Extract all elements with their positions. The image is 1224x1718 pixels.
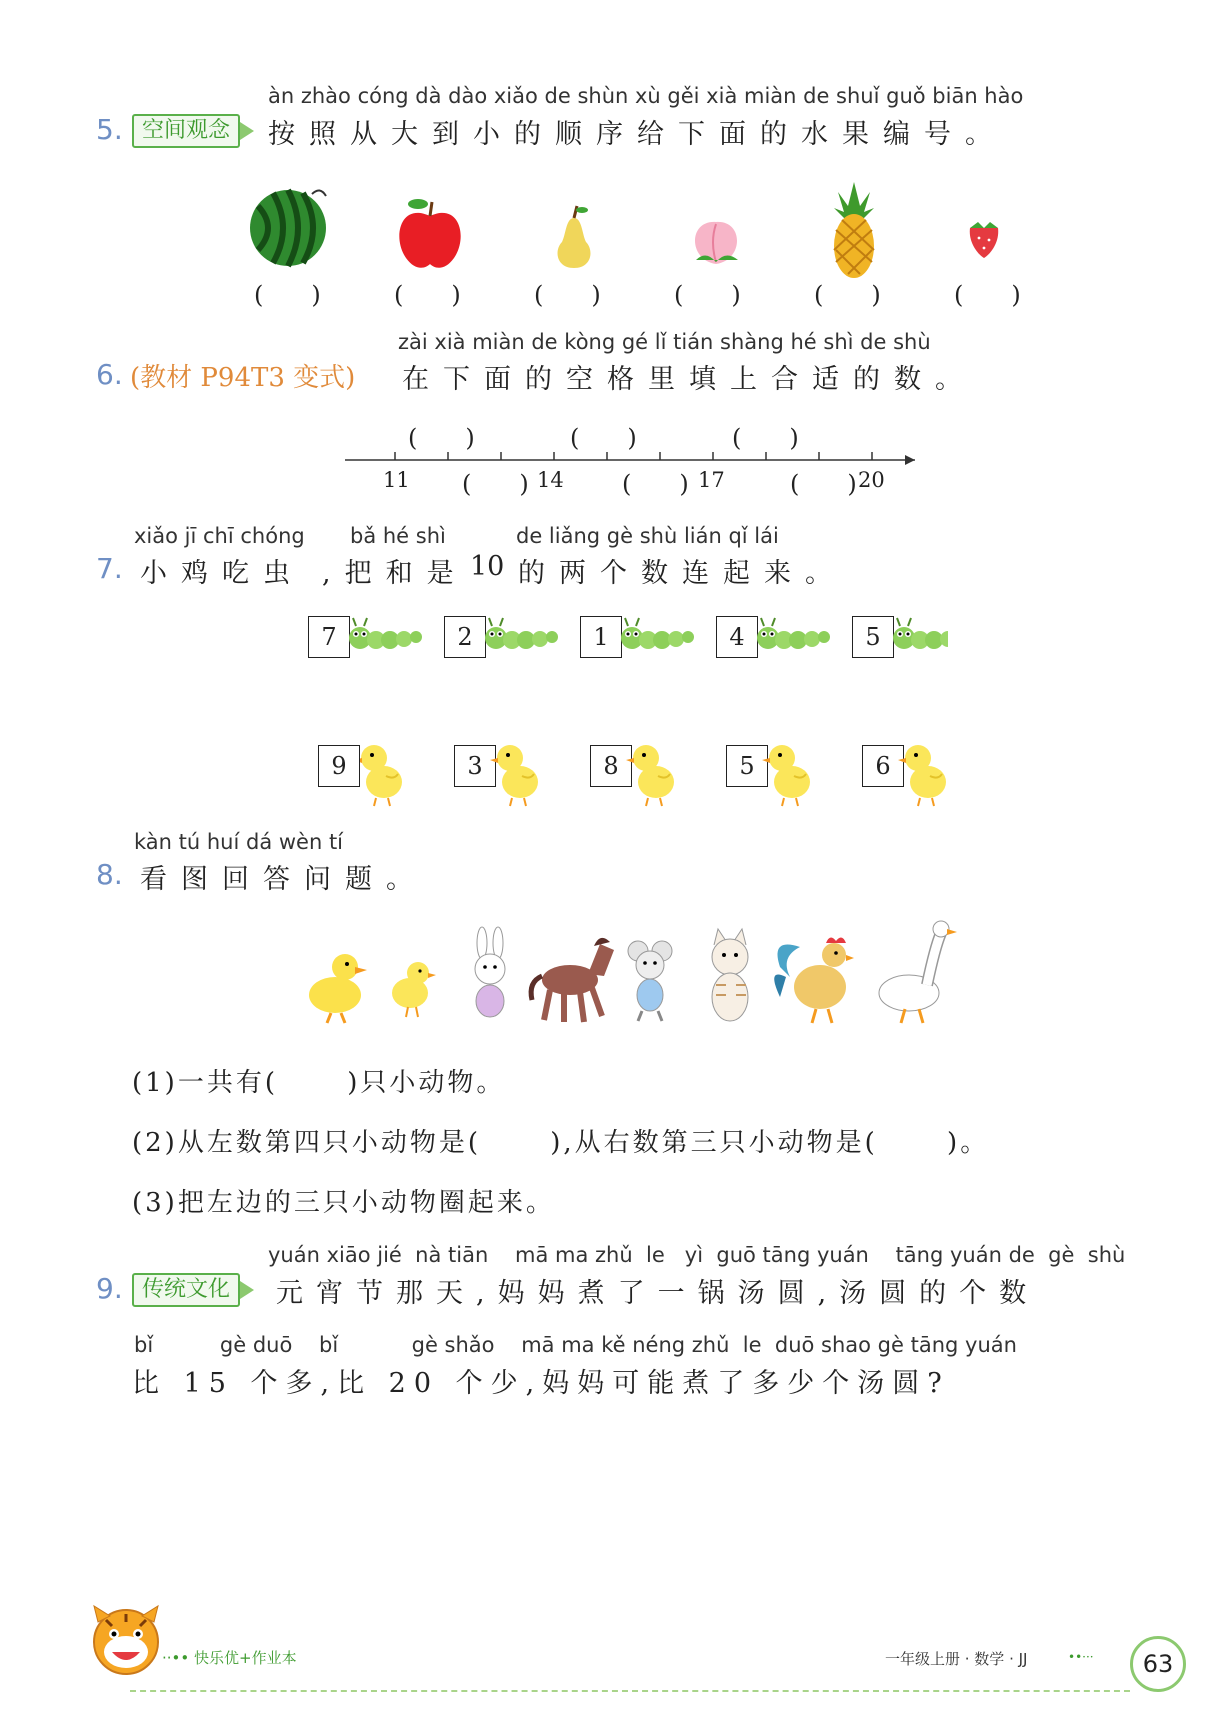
q6-number: 6. — [96, 358, 123, 391]
footer-dots: ••··· — [1068, 1650, 1094, 1664]
worm-number-box[interactable]: 4 — [716, 616, 758, 658]
chick-row — [360, 740, 960, 810]
q8-pinyin: kàn tú huí dá wèn tí — [134, 830, 344, 854]
tick-label-20: 20 — [858, 468, 885, 492]
rooster-icon — [774, 937, 854, 1023]
q9-pinyin-1: yuán xiāo jié nà tiān mā ma zhǔ le yì guō tāng yuán tāng yuán de gè shù — [268, 1243, 1126, 1267]
chick-icon — [360, 745, 402, 806]
q5-blank-4[interactable]: ( ) — [674, 281, 741, 309]
q6-top-blank-1[interactable]: ( ) — [408, 424, 475, 452]
worm-number-box[interactable]: 7 — [308, 616, 350, 658]
q9-line-2: 比 15 个多,比 20 个少,妈妈可能煮了多少个汤圆? — [132, 1368, 950, 1399]
chick-icon — [392, 962, 436, 1017]
cat-icon — [712, 929, 748, 1021]
worm-icon — [349, 618, 422, 649]
footer-book-info: 一年级上册 · 数学 · JJ — [885, 1650, 1028, 1668]
q9-number: 9. — [96, 1272, 123, 1305]
chick-icon — [898, 745, 946, 806]
rabbit-icon — [475, 927, 505, 1017]
footer-divider — [130, 1690, 1130, 1692]
q6-source: (教材 P94T3 变式) — [130, 363, 356, 393]
worm-icon — [621, 618, 694, 649]
q5-pinyin: àn zhào cóng dà dào xiǎo de shùn xù gěi xià miàn de shuǐ guǒ biān hào — [268, 84, 1024, 108]
worm-row — [348, 612, 948, 662]
q7-pinyin-3: de liǎng gè shù lián qǐ lái — [516, 524, 779, 548]
tick-label-11: 11 — [383, 468, 410, 492]
q7-text-b: ,把和是 — [322, 558, 468, 589]
q6-pinyin: zài xià miàn de kòng gé lǐ tián shàng hé shì de shù — [398, 330, 931, 354]
pear-icon — [558, 206, 591, 268]
q7-text-a: 小鸡吃虫 — [140, 558, 304, 589]
chick-number-box[interactable]: 3 — [454, 745, 496, 787]
chick-number-box[interactable]: 9 — [318, 745, 360, 787]
mouse-icon — [628, 941, 672, 1021]
q8-sub-question-1: (1)一共有( )只小动物。 — [132, 1068, 506, 1098]
chick-icon — [762, 745, 810, 806]
animal-row — [305, 915, 985, 1035]
tick-label-17: 17 — [698, 468, 725, 492]
fruit-row — [240, 170, 1040, 280]
footer-brand: ··•• 快乐优+作业本 — [162, 1649, 297, 1667]
apple-icon — [399, 199, 460, 268]
q7-text-c: 10 — [470, 551, 505, 582]
q9-tag: 传统文化 — [132, 1273, 240, 1307]
q5-blank-1[interactable]: ( ) — [254, 281, 321, 309]
q7-pinyin-2: bǎ hé shì — [350, 524, 446, 548]
q5-number: 5. — [96, 113, 123, 146]
chick-number-box[interactable]: 8 — [590, 745, 632, 787]
q6-bottom-blank-3[interactable]: ( ) — [790, 470, 857, 498]
q7-number: 7. — [96, 552, 123, 585]
q8-sub-question-3: (3)把左边的三只小动物圈起来。 — [132, 1188, 555, 1218]
tiger-mascot-icon — [86, 1600, 166, 1680]
footer-brand-text: 快乐优+作业本 — [194, 1649, 297, 1667]
q5-tag: 空间观念 — [132, 114, 240, 148]
q7-pinyin-1: xiǎo jī chī chóng — [134, 524, 305, 548]
worm-number-box[interactable]: 2 — [444, 616, 486, 658]
page-number: 63 — [1130, 1636, 1186, 1692]
strawberry-icon — [970, 222, 998, 258]
q6-top-blank-2[interactable]: ( ) — [570, 424, 637, 452]
q6-top-blank-3[interactable]: ( ) — [732, 424, 799, 452]
goose-icon — [879, 921, 957, 1023]
chick-number-box[interactable]: 6 — [862, 745, 904, 787]
q9-pinyin-2: bǐ gè duō bǐ gè shǎo mā ma kě néng zhǔ le duō shao gè tāng yuán — [134, 1333, 1017, 1357]
tick-label-14: 14 — [537, 468, 564, 492]
q5-question-text: 按照从大到小的顺序给下面的水果编号。 — [268, 119, 1006, 150]
chick-icon — [626, 745, 674, 806]
q5-blank-6[interactable]: ( ) — [954, 281, 1021, 309]
worm-icon — [485, 618, 558, 649]
chick-number-box[interactable]: 5 — [726, 745, 768, 787]
q9-line-1: 元宵节那天,妈妈煮了一锅汤圆,汤圆的个数 — [276, 1278, 1040, 1309]
watermelon-icon — [250, 190, 326, 266]
q5-blank-5[interactable]: ( ) — [814, 281, 881, 309]
q8-sub-question-2: (2)从左数第四只小动物是( ),从右数第三只小动物是( )。 — [132, 1128, 990, 1158]
worm-icon — [757, 618, 830, 649]
worm-icon — [893, 618, 948, 649]
q5-blank-2[interactable]: ( ) — [394, 281, 461, 309]
q6-bottom-blank-1[interactable]: ( ) — [462, 470, 529, 498]
worm-number-box[interactable]: 1 — [580, 616, 622, 658]
q6-question-text: 在下面的空格里填上合适的数。 — [402, 364, 976, 395]
q6-bottom-blank-2[interactable]: ( ) — [622, 470, 689, 498]
pineapple-icon — [834, 182, 874, 278]
worm-number-box[interactable]: 5 — [852, 616, 894, 658]
chick-icon — [490, 745, 538, 806]
q8-question-text: 看图回答问题。 — [140, 864, 427, 895]
q8-number: 8. — [96, 858, 123, 891]
q5-blank-3[interactable]: ( ) — [534, 281, 601, 309]
horse-icon — [531, 938, 614, 1022]
q7-text-d: 的两个数连起来。 — [518, 558, 846, 589]
duck-icon — [309, 954, 367, 1023]
peach-icon — [695, 222, 738, 264]
